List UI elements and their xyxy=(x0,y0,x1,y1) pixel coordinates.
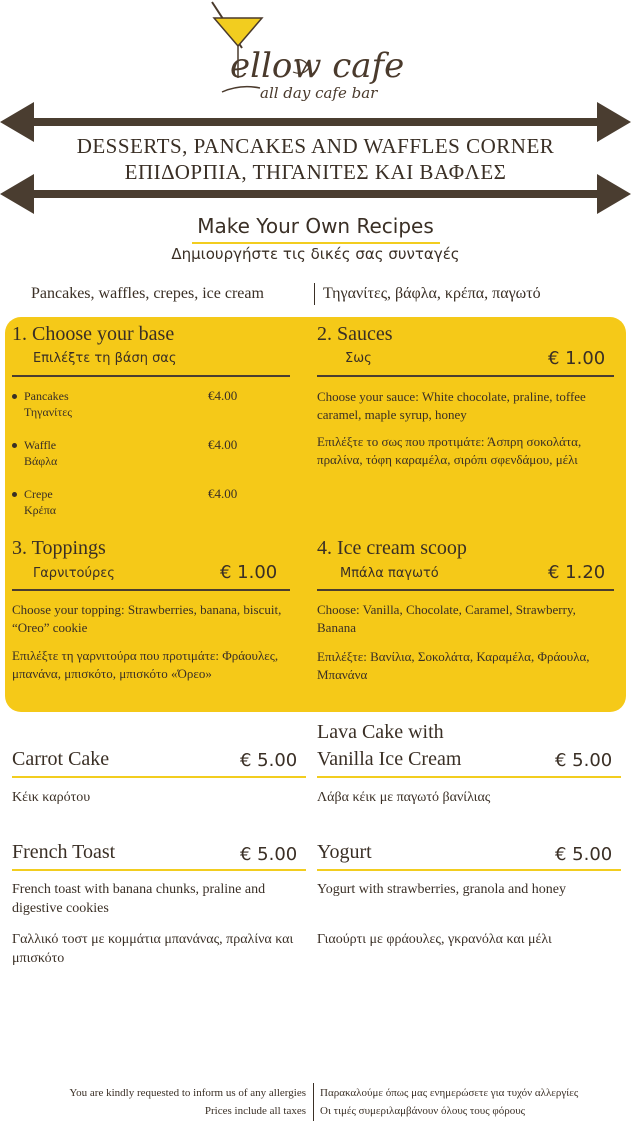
toppings-title: 3. Toppings xyxy=(12,537,106,559)
bases-en: Pancakes, waffles, crepes, ice cream xyxy=(31,285,264,302)
toppings-title-gr: Γαρνιτούρες xyxy=(33,566,115,581)
yogurt-name: Yogurt xyxy=(317,841,372,863)
french-toast-desc-gr: Γαλλικό τοστ με κομμάτια μπανάνας, πραλίνα και μπισκότο xyxy=(12,932,294,966)
bases-gr: Τηγανίτες, βάφλα, κρέπα, παγωτό xyxy=(323,285,541,302)
icecream-title-gr: Μπάλα παγωτό xyxy=(340,566,439,581)
double-arrow-bottom xyxy=(0,172,631,216)
logo-tagline: all day cafe bar xyxy=(260,84,378,102)
carrot-cake-price: € 5.00 xyxy=(240,750,298,771)
sauces-desc-en: Choose your sauce: White chocolate, praline, toffee caramel, maple syrup, honey xyxy=(317,389,586,422)
footer-allergy-en: You are kindly requested to inform us of any allergies xyxy=(69,1087,306,1099)
yogurt-price: € 5.00 xyxy=(555,844,613,865)
icecream-price: € 1.20 xyxy=(548,562,606,583)
bullet-icon xyxy=(12,492,17,497)
footer-taxes-en: Prices include all taxes xyxy=(204,1105,306,1117)
base-rule xyxy=(12,375,290,377)
sauces-rule xyxy=(317,375,614,377)
french-toast-rule xyxy=(12,869,306,871)
toppings-price: € 1.00 xyxy=(220,562,278,583)
yogurt-rule xyxy=(317,869,621,871)
title-underline xyxy=(192,242,440,244)
base-item-name: Pancakes xyxy=(24,389,69,403)
sauces-title-gr: Σως xyxy=(345,351,372,366)
base-item-price: €4.00 xyxy=(208,388,238,403)
lava-cake-rule xyxy=(317,776,621,778)
carrot-cake-rule xyxy=(12,776,306,778)
footer-allergy-gr: Παρακαλούμε όπως μας ενημερώσετε για τυχόν αλλεργίες xyxy=(320,1087,579,1099)
footer-divider xyxy=(313,1083,314,1121)
base-item-price: €4.00 xyxy=(208,437,238,452)
make-recipes-subtitle: Δημιουργήστε τις δικές σας συνταγές xyxy=(171,245,460,263)
yogurt-desc-gr: Γιαούρτι με φράουλες, γκρανόλα και μέλι xyxy=(317,932,552,947)
bullet-icon xyxy=(12,394,17,399)
french-toast-desc-en: French toast with banana chunks, praline and digestive cookies xyxy=(12,882,266,916)
base-item-name: Crepe xyxy=(24,487,53,501)
icecream-title: 4. Ice cream scoop xyxy=(317,537,467,559)
base-title: 1. Choose your base xyxy=(12,323,175,345)
lava-cake-price: € 5.00 xyxy=(555,750,613,771)
lava-cake-name-2: Vanilla Ice Cream xyxy=(317,748,462,770)
toppings-rule xyxy=(12,589,290,591)
lava-cake-desc-gr: Λάβα κέικ με παγωτό βανίλιας xyxy=(317,790,491,805)
icecream-rule xyxy=(317,589,614,591)
footer-taxes-gr: Οι τιμές συμεριλαμβάνουν όλους τους φόρους xyxy=(320,1105,525,1117)
base-item-name-gr: Κρέπα xyxy=(24,503,57,517)
toppings-desc-en: Choose your topping: Strawberries, banana, biscuit, “Oreo” cookie xyxy=(12,602,282,635)
carrot-cake-name: Carrot Cake xyxy=(12,748,110,770)
banner-title-en: DESSERTS, PANCAKES AND WAFFLES CORNER xyxy=(76,134,555,158)
yogurt-desc-en: Yogurt with strawberries, granola and honey xyxy=(317,882,566,897)
french-toast-price: € 5.00 xyxy=(240,844,298,865)
sauces-price: € 1.00 xyxy=(548,348,606,369)
banner-title-gr: ΕΠΙΔΟΡΠΙΑ, ΤΗΓΑΝΙΤΕΣ ΚΑΙ ΒΑΦΛΕΣ xyxy=(124,160,507,184)
base-title-gr: Επιλέξτε τη βάση σας xyxy=(33,351,177,366)
base-item-name-gr: Βάφλα xyxy=(24,454,58,468)
french-toast-name: French Toast xyxy=(12,841,116,863)
base-item-name-gr: Τηγανίτες xyxy=(24,405,73,419)
base-item-price: €4.00 xyxy=(208,486,238,501)
sauces-desc-gr: Επιλέξτε το σως που προτιμάτε: Άσπρη σοκολάτα, πραλίνα, τόφη καραμέλα, σιρόπι σφενδάμου, μέλι xyxy=(317,434,582,467)
icecream-desc-en: Choose: Vanilla, Chocolate, Caramel, Strawberry, Banana xyxy=(317,602,576,635)
icecream-desc-gr: Επιλέξτε: Βανίλια, Σοκολάτα, Καραμέλα, Φράουλα, Μπανάνα xyxy=(317,649,590,682)
make-recipes-title: Make Your Own Recipes xyxy=(197,214,434,238)
toppings-desc-gr: Επιλέξτε τη γαρνιτούρα που προτιμάτε: Φράουλες, μπανάνα, μπισκότο, μπισκότο «Όρεο» xyxy=(12,648,279,681)
sauces-title: 2. Sauces xyxy=(317,323,393,345)
cafe-logo xyxy=(200,0,440,110)
logo-name: ellow cafe xyxy=(230,46,405,86)
carrot-cake-desc-gr: Κέικ καρότου xyxy=(12,790,91,805)
lava-cake-name-1: Lava Cake with xyxy=(317,721,444,743)
base-item-name: Waffle xyxy=(24,438,57,452)
bullet-icon xyxy=(12,443,17,448)
bases-divider xyxy=(314,283,315,305)
